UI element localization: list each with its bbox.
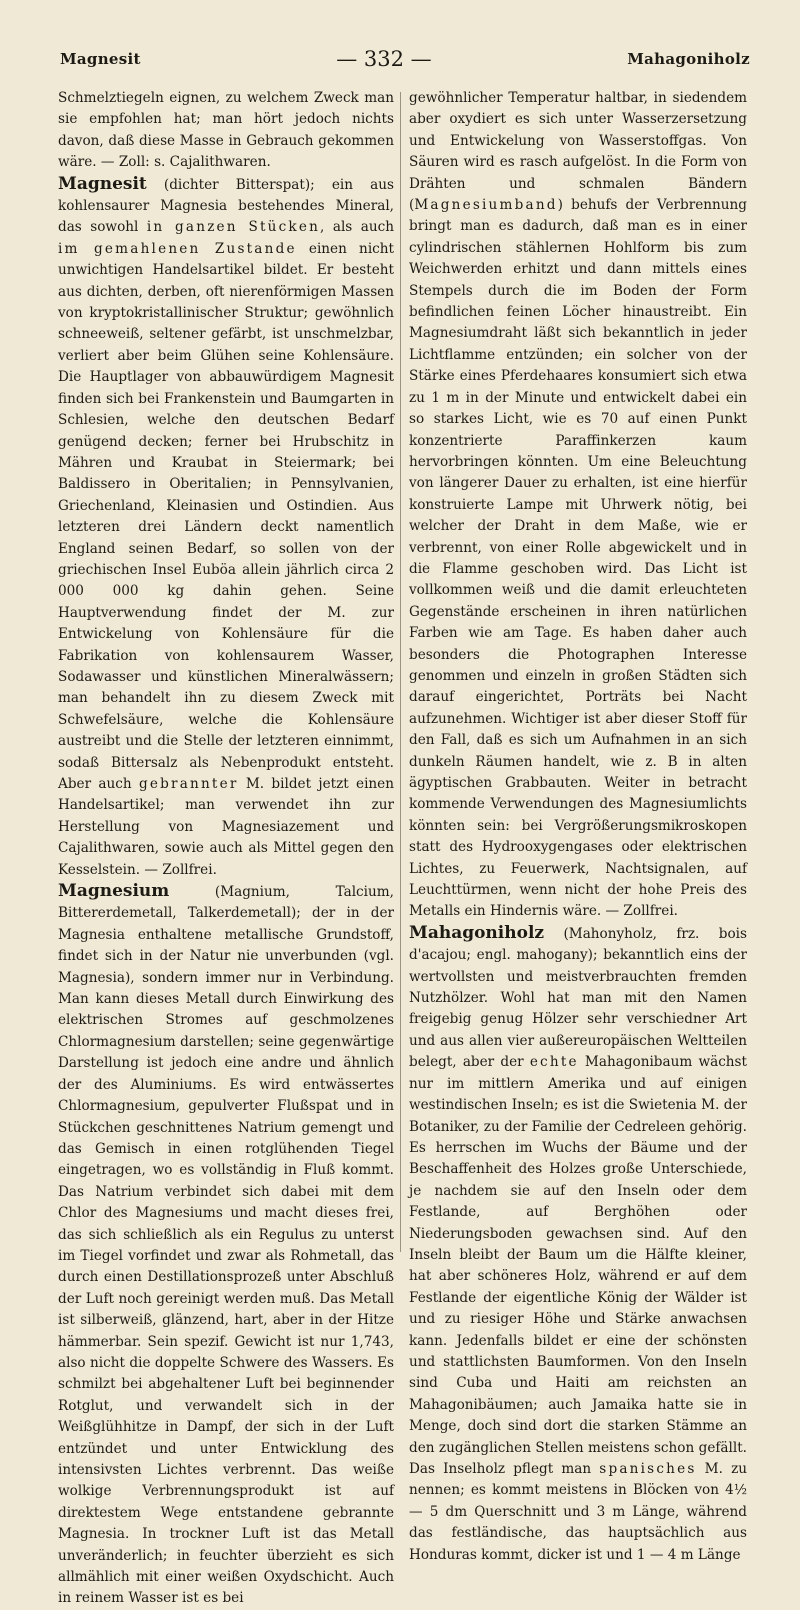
entry-lemma-magnesit: Magnesit <box>58 173 147 194</box>
entry-text: Mahagonibaum wächst nur im mittlern Amerika und auf einigen westindischen Inseln; es ist die Swietenia M. der Botaniker, zu der Familie der Cedreleen gehörig. Es herrschen im Wuchs der Bäume und der Beschaffenheit des Holzes große Unterschiede, je nachdem sie auf den Inseln oder dem Festlande, auf Berghöhen oder Niederungsboden gewachsen sind. Auf den Inseln bleibt der Baum um die Hälfte kleiner, hat aber schöneres Holz, während er auf dem Festlande der eigentliche König der Wälder ist und zu riesiger Höhe und Stärke anwachsen kann. Jedenfalls bildet er eine der schönsten und stattlichsten Baumformen. Von den Inseln sind Cuba und Haiti am reichsten an Mahagonibäumen; auch Jamaika hatte sie in Menge, doch sind dort die starken Stämme an den zugänglichen Stellen meistens schon gefällt. Das Inselholz pflegt man <box>409 1054 747 1477</box>
entry-lemma-mahagoniholz: Mahagoniholz <box>409 922 545 943</box>
spaced-emphasis: spanisches <box>599 1461 697 1477</box>
right-headword: Mahagoniholz <box>627 50 750 68</box>
running-header <box>60 44 750 74</box>
entry-text: M. bildet jetzt einen Handelsartikel; man verwendet ihn zur Herstellung von Magnesiazement und Cajalithwaren, sowie auch als Mittel gegen den Kesselstein. — Zollfrei. <box>58 776 394 878</box>
entry-magnesium <box>58 881 394 1610</box>
entry-text: ) behufs der Verbrennung bringt man es dadurch, daß man es in einer cylindrischen stählernen Hohlform bis zum Weichwerden erhitzt und dann mittels eines Stempels durch die im Boden der Form befindlichen feinen Löcher hinaustreibt. Ein Magnesiumdraht läßt sich bekanntlich in jeder Lichtflamme entzünden; ein solcher von der Stärke eines Pferdehaares konsumiert sich etwa zu 1 m in der Minute und entwickelt dabei ein so starkes Licht, wie es 70 auf einen Punkt konzentrierte Paraffinkerzen kaum hervorbringen könnten. Um eine Beleuchtung von längerer Dauer zu erhalten, ist eine hierfür konstruierte Lampe mit Uhrwerk nötig, bei welcher der Draht in dem Maße, wie er verbrennt, von einer Rolle abgewickelt und in die Flamme geschoben wird. Das Licht ist vollkommen weiß und die damit erleuchteten Gegenstände erscheinen in ihren natürlichen Farben wie am Tage. Es haben daher auch besonders die Photographen Interesse genommen und einzeln in großen Städten sich darauf eingerichtet, Porträts bei Nacht aufzunehmen. Wichtiger ist aber dieser Stoff für den Fall, daß es sich um Aufnahmen in an sich dunkeln Räumen handelt, wie z. B in alten ägyptischen Grabbauten. Weiter in betracht kommende Verwendungen des Magnesiumlichts könnten sein: bei Vergrößerungsmikroskopen statt des Hydrooxygengases oder elektrischen Lichtes, zu Feuerwerk, Nachtsignalen, auf Leuchttürmen, wenn nicht der hohe Preis des Metalls ein Hindernis wäre. — Zollfrei. <box>409 197 747 920</box>
entry-text: (Mahonyholz, frz. bois d'acajou; engl. mahogany); bekanntlich eins der wertvollsten und meistverbrauchten fremden Nutzhölzer. Wohl hat man mit den Namen freigebig genug Hölzer sehr verschiedner Art und aus allen vier außereuropäischen Weltteilen belegt, aber der <box>409 925 747 1071</box>
entry-text: M. zu nennen; es kommt meistens in Blöcken von 4½ — 5 dm Querschnitt und 3 m Länge, während das festländische, das hauptsächlich aus Honduras kommt, dicker ist und 1 — 4 m Länge <box>409 1461 747 1563</box>
entry-text: gewöhnlicher Temperatur haltbar, in siedendem aber oxydiert es sich unter Wasserzersetzung und Entwickelung von Wasserstoffgas. Von Säuren wird es rasch aufgelöst. In die Form von Drähten und schmalen Bändern ( <box>409 90 747 214</box>
spaced-emphasis: echte <box>529 1054 579 1071</box>
right-column <box>409 88 747 1566</box>
spaced-emphasis: im gemahlenen Zustande <box>58 240 297 257</box>
entry-lemma-magnesium: Magnesium <box>58 881 170 902</box>
entry-text: (Magnium, Talcium, Bittererdemetall, Talkerdemetall); der in der Magnesia enthaltene metallische Grundstoff, findet sich in der Natur nie unverbunden (vgl. Magnesia), sondern immer nur in Verbindung. Man kann dieses Metall durch Einwirkung des elektrischen Stromes auf geschmolzenes Chlormagnesium darstellen; seine gegenwärtige Darstellung ist jedoch eine andre und ähnlich der des Aluminiums. Es wird entwässertes Chlormagnesium, gepulverter Flußspat und in Stückchen geschnittenes Natrium gemengt und das Gemisch in einen rotglühenden Tiegel eingetragen, wo es vollständig in Fluß kommt. Das Natrium verbindet sich dabei mit dem Chlor des Magnesiums und macht dieses frei, das sich schließlich als ein Regulus zu unterst im Tiegel vorfindet und zwar als Rohmetall, das durch einen Destillationsprozeß unter Abschluß der Luft noch gereinigt werden muß. Das Metall ist silberweiß, glänzend, hart, aber in der Hitze hämmerbar. Sein spezif. Gewicht ist nur 1,743, also nicht die doppelte Schwere des Wassers. Es schmilzt bei abgehaltener Luft bei beginnender Rotglut, und verwandelt sich in der Weißglühhitze in Dampf, der sich in der Luft entzündet und unter Entwicklung des intensivsten Lichtes verbrennt. Das weiße wolkige Verbrennungsprodukt ist auf direktestem Wege entstandene gebrannte Magnesia. In trockner Luft ist das Metall unveränderlich; in feuchter überzieht es sich allmählich mit einer weißen Oxydschicht. Auch in reinem Wasser ist es bei <box>58 884 394 1607</box>
entry-text: , als auch <box>320 219 394 236</box>
page-number: — 332 — <box>336 47 432 71</box>
spaced-emphasis: Magnesiumband <box>414 197 558 214</box>
entry-text: (dichter Bitterspat); ein aus kohlensaurer Magnesia bestehendes Mineral, das sowohl <box>58 176 394 236</box>
spaced-emphasis: gebrannter <box>138 776 239 792</box>
column-divider <box>400 92 401 1252</box>
left-headword: Magnesit <box>60 50 141 68</box>
entry-magnesium-continued <box>409 88 747 923</box>
continuation-paragraph: Schmelztiegeln eignen, zu welchem Zweck man sie empfohlen hat; man hört jedoch nichts davon, daß diese Masse in Gebrauch gekommen wäre. — Zoll: s. Cajalithwaren. <box>58 90 394 171</box>
entry-text: einen nicht unwichtigen Handelsartikel bildet. Er besteht aus dichten, derben, oft nierenförmigen Massen von kryptokristallinischer Struktur; gewöhnlich schneeweiß, seltener gefärbt, ist unschmelzbar, verliert aber beim Glühen seine Kohlensäure. Die Hauptlager von abbauwürdigem Magnesit finden sich bei Frankenstein und Baumgarten in Schlesien, welche den deutschen Bedarf genügend decken; ferner bei Hrubschitz in Mähren und Kraubat in Steiermark; bei Baldissero in Oberitalien; in Pennsylvanien, Griechenland, Kleinasien und Ostindien. Aus letzteren drei Ländern deckt namentlich England seinen Bedarf, so sollen von der griechischen Insel Euböa allein jährlich circa 2 000 000 kg dahin gehen. Seine Hauptverwendung findet der M. zur Entwickelung von Kohlensäure für die Fabrikation von kohlensaurem Wasser, Sodawasser und künstlichen Mineralwässern; man behandelt ihn zu diesem Zweck mit Schwefelsäure, welche die Kohlensäure austreibt und die Stelle der letzteren einnimmt, sodaß Bittersalz als Nebenprodukt entsteht. Aber auch <box>58 240 394 792</box>
spaced-emphasis: in ganzen Stücken <box>146 219 321 236</box>
entry-magnesit <box>58 174 394 881</box>
entry-mahagoniholz <box>409 923 747 1566</box>
left-column <box>58 88 394 1610</box>
